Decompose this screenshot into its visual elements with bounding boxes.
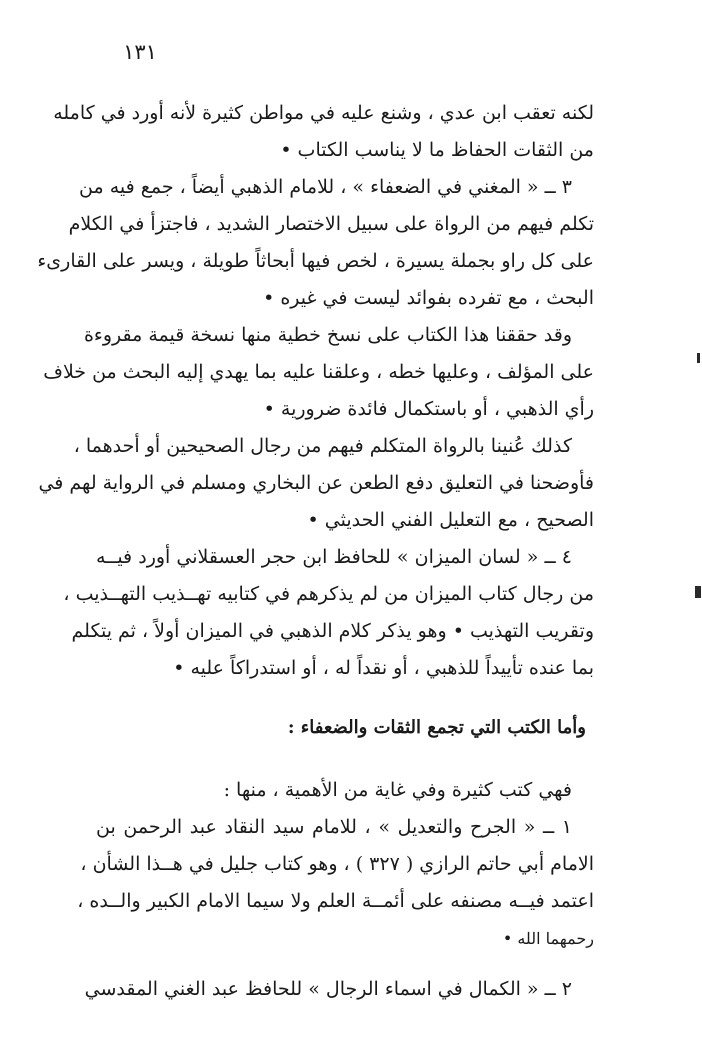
text-line: فأوضحنا في التعليق دفع الطعن عن البخاري ومسلم في الرواية لهم في xyxy=(38,472,594,494)
text-line: من رجال كتاب الميزان من لم يذكرهم في كتابيه تهــذيب التهــذيب ، xyxy=(63,583,594,605)
section-heading: وأما الكتب التي تجمع الثقات والضعفاء : xyxy=(287,717,586,738)
text-line: ٣ ــ « المغني في الضعفاء » ، للامام الذهبي أيضاً ، جمع فيه من xyxy=(79,176,572,198)
text-line: رأي الذهبي ، أو باستكمال فائدة ضرورية • xyxy=(263,398,594,420)
page-body xyxy=(37,95,594,1008)
text-line: وقد حققنا هذا الكتاب على نسخ خطية منها نسخة قيمة مقروءة xyxy=(83,324,572,346)
text-line: كذلك عُنينا بالرواة المتكلم فيهم من رجال الصحيحين أو أحدهما ، xyxy=(73,435,572,457)
text-line: فهي كتب كثيرة وفي غاية من الأهمية ، منها : xyxy=(223,779,572,801)
text-line: الصحيح ، مع التعليل الفني الحديثي • xyxy=(307,509,594,531)
text-line: ٢ ــ « الكمال في اسماء الرجال » للحافظ عبد الغني المقدسي xyxy=(84,978,572,1000)
text-line: بما عنده تأييداً للذهبي ، أو نقداً له ، أو استدراكاً عليه • xyxy=(173,657,594,679)
text-line: على المؤلف ، وعليها خطه ، وعلقنا عليه بما يهدي إليه البحث من خلاف xyxy=(43,361,594,383)
page-number: ١٣١ xyxy=(123,40,157,64)
text-line: على كل راو بجملة يسيرة ، لخص فيها أبحاثاً طويلة ، ويسر على القارىء xyxy=(37,250,594,272)
text-line: رحمهما الله • xyxy=(502,929,594,948)
text-line: البحث ، مع تفرده بفوائد ليست في غيره • xyxy=(263,287,594,309)
text-line: الامام أبي حاتم الرازي ( ٣٢٧ ) ، وهو كتاب جليل في هــذا الشأن ، xyxy=(80,853,594,875)
text-line: اعتمد فيــه مصنفه على أئمــة العلم ولا سيما الامام الكبير والــده ، xyxy=(77,890,594,912)
text-line: من الثقات الحفاظ ما لا يناسب الكتاب • xyxy=(280,139,594,161)
scan-edge-mark xyxy=(695,586,701,598)
text-line: لكنه تعقب ابن عدي ، وشنع عليه في مواطن كثيرة لأنه أورد في كامله xyxy=(53,102,594,124)
text-line: وتقريب التهذيب • وهو يذكر كلام الذهبي في الميزان أولاً ، ثم يتكلم xyxy=(71,620,594,642)
text-line: تكلم فيهم من الرواة على سبيل الاختصار الشديد ، فاجتزأ في الكلام xyxy=(68,213,594,235)
text-line: ١ ــ « الجرح والتعديل » ، للامام سيد النقاد عبد الرحمن بن xyxy=(96,816,572,838)
scan-edge-mark xyxy=(697,353,700,363)
text-line: ٤ ــ « لسان الميزان » للحافظ ابن حجر العسقلاني أورد فيــه xyxy=(96,546,572,568)
